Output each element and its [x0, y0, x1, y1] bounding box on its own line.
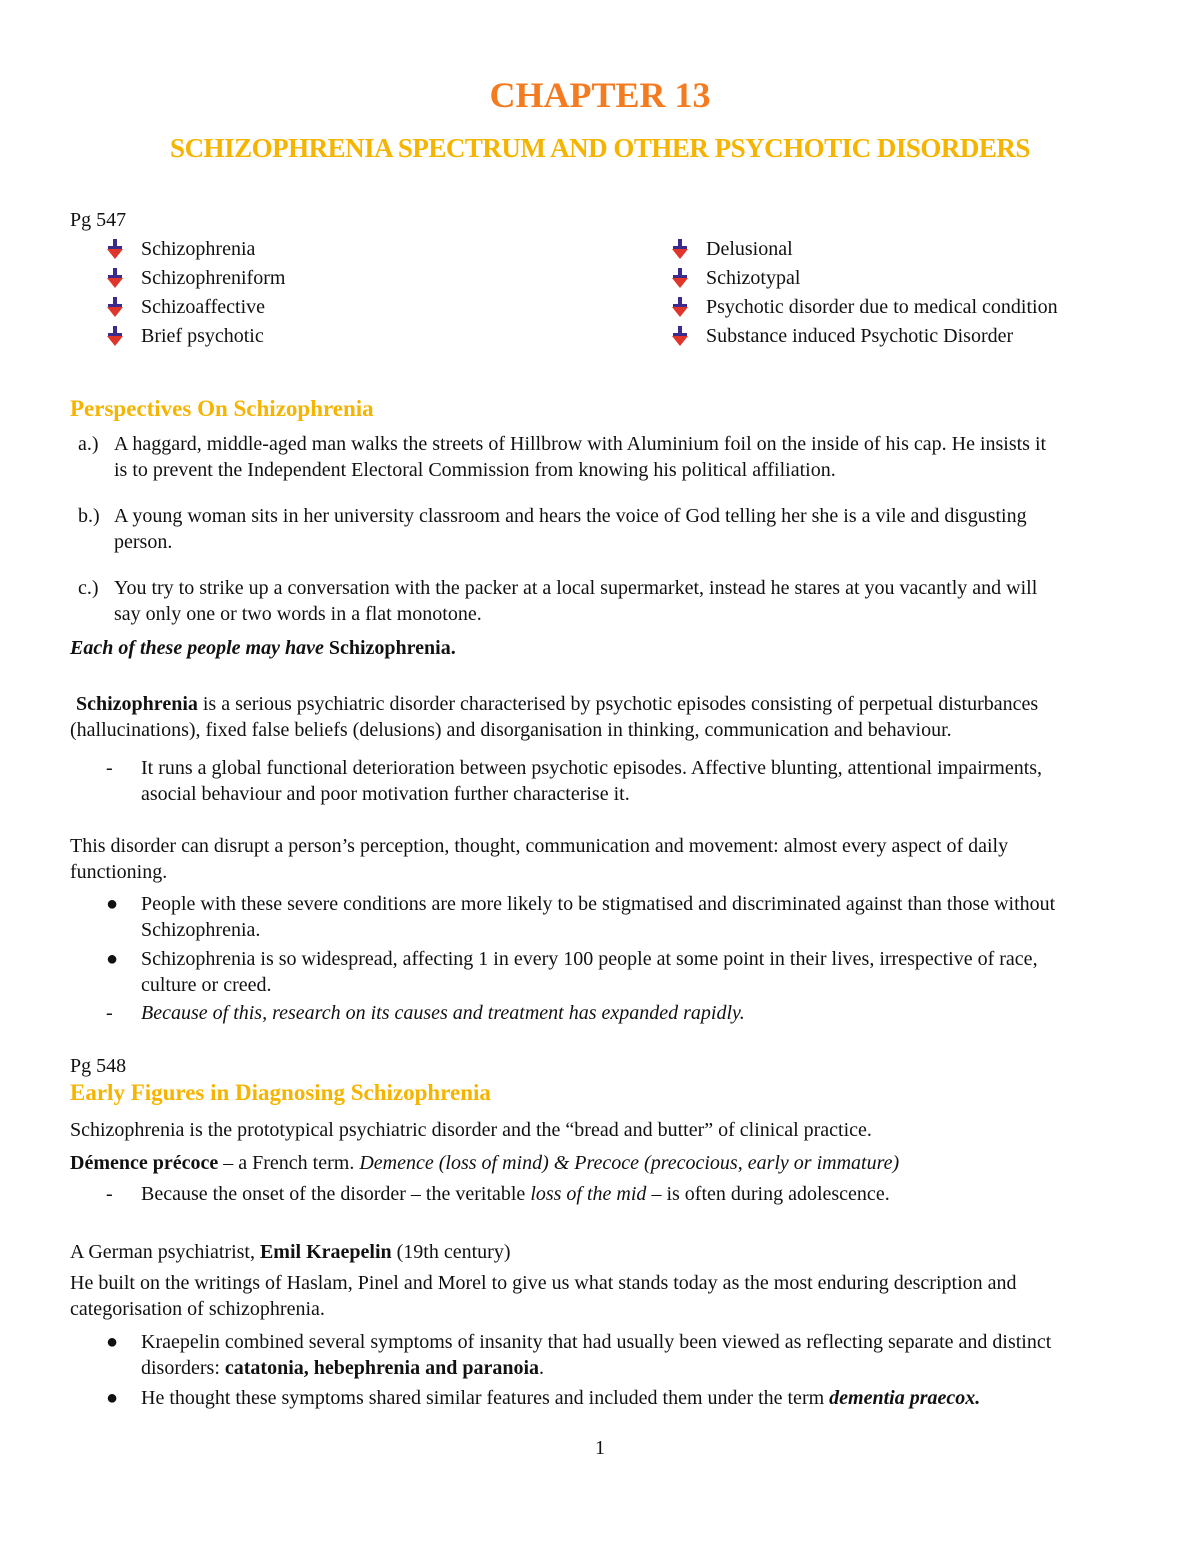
definition-term: Schizophrenia — [76, 693, 198, 715]
arrow-bullet-icon — [106, 238, 124, 260]
arrow-bullet-icon — [106, 296, 124, 318]
disruption-bullet2-line1: Schizophrenia is so widespread, affecting 1 in every 100 people at some point in their lives, irrespective of race, — [141, 948, 1038, 970]
chapter-subtitle: SCHIZOPHRENIA SPECTRUM AND OTHER PSYCHOTIC DISORDERS — [170, 133, 1030, 163]
section-heading-perspectives: Perspectives On Schizophrenia — [70, 396, 374, 421]
demence-dash-italic: loss of the mid — [530, 1183, 647, 1205]
case-b-line2: person. — [114, 531, 173, 553]
b1-line2-a: disorders: — [141, 1357, 225, 1379]
disruption-bullet2-line2: culture or creed. — [141, 974, 272, 996]
demence-dash-line — [141, 1181, 890, 1207]
early-intro: Schizophrenia is the prototypical psychiatric disorder and the “bread and butter” of clinical practice. — [70, 1119, 872, 1141]
built-line1: He built on the writings of Haslam, Pinel and Morel to give us what stands today as the most enduring description and — [70, 1272, 1017, 1294]
disorder-list-item: Schizophreniform — [141, 267, 286, 289]
kraepelin-a: A German psychiatrist, — [70, 1241, 260, 1263]
arrow-bullet-icon — [106, 325, 124, 347]
case-c-line2: say only one or two words in a flat monotone. — [114, 603, 482, 625]
b1-line2-b: . — [539, 1357, 545, 1379]
case-b-marker: b.) — [78, 505, 100, 527]
disruption-bullet1-line2: Schizophrenia. — [141, 919, 261, 941]
disruption-dash-italic: Because of this, research on its causes and treatment has expanded rapidly. — [141, 1002, 745, 1024]
disorder-list-item: Substance induced Psychotic Disorder — [706, 325, 1014, 347]
demence-dash-b: – is often during adolescence. — [646, 1183, 890, 1205]
arrow-bullet-icon — [671, 325, 689, 347]
demence-dash-marker: - — [106, 1183, 113, 1205]
case-c-line1: You try to strike up a conversation with the packer at a local supermarket, instead he stares at you vacantly and will — [114, 577, 1038, 599]
page-number: 1 — [595, 1437, 605, 1459]
disorder-list-item: Schizotypal — [706, 267, 801, 289]
demence-italic: Demence (loss of mind) & Precoce (precocious, early or immature) — [359, 1152, 900, 1174]
each-note — [70, 635, 456, 661]
kraepelin-name: Emil Kraepelin — [259, 1241, 392, 1263]
case-c-marker: c.) — [78, 577, 99, 599]
disorder-list-item: Schizophrenia — [141, 238, 256, 260]
demence-line — [70, 1150, 899, 1176]
arrow-bullet-icon — [106, 267, 124, 289]
disorder-list-item: Brief psychotic — [141, 325, 264, 347]
definition-line1-rest: is a serious psychiatric disorder characterised by psychotic episodes consisting of perpetual disturbances — [202, 693, 1039, 715]
b1-line2-bold: catatonia, hebephrenia and paranoia — [224, 1357, 540, 1379]
arrow-bullet-icon — [671, 296, 689, 318]
case-b-line1: A young woman sits in her university classroom and hears the voice of God telling her she is a vile and disgusting — [114, 505, 1027, 527]
kraepelin-b: (19th century) — [391, 1241, 511, 1263]
disruption-bullet1-line1: People with these severe conditions are more likely to be stigmatised and discriminated against than those without — [141, 893, 1056, 915]
each-note-italic: Each of these people may have — [70, 637, 324, 659]
kraepelin-bullet2 — [141, 1385, 980, 1411]
b2-a: He thought these symptoms shared similar features and included them under the term — [141, 1387, 830, 1409]
disruption-line2: functioning. — [70, 861, 168, 883]
each-note-bold: Schizophrenia. — [328, 637, 456, 659]
arrow-bullet-icon — [671, 238, 689, 260]
demence-mid: – a French term. — [218, 1152, 360, 1174]
definition-line1 — [76, 691, 1038, 717]
definition-dash-line2: asocial behaviour and poor motivation further characterise it. — [141, 783, 630, 805]
definition-dash-marker: - — [106, 757, 113, 779]
page-ref-547: Pg 547 — [70, 209, 127, 231]
demence-term: Démence précoce — [70, 1152, 219, 1174]
bullet-dot: ● — [106, 948, 119, 970]
chapter-title: CHAPTER 13 — [489, 75, 711, 115]
disruption-dash-marker: - — [106, 1002, 113, 1024]
demence-dash-a: Because the onset of the disorder – the veritable — [141, 1183, 531, 1205]
b2-bold-italic: dementia praecox. — [829, 1387, 981, 1409]
kraepelin-bullet1-line1: Kraepelin combined several symptoms of insanity that had usually been viewed as reflecting separate and distinct — [141, 1331, 1052, 1353]
disorder-list-item: Delusional — [706, 238, 793, 260]
page-ref-548: Pg 548 — [70, 1055, 127, 1077]
section-heading-early-figures: Early Figures in Diagnosing Schizophrenia — [70, 1080, 491, 1105]
case-a-line1: A haggard, middle-aged man walks the streets of Hillbrow with Aluminium foil on the inside of his cap. He insists it — [114, 433, 1047, 455]
case-a-marker: a.) — [78, 433, 99, 455]
built-line2: categorisation of schizophrenia. — [70, 1298, 325, 1320]
definition-line2: (hallucinations), fixed false beliefs (delusions) and disorganisation in thinking, communication and behaviour. — [70, 719, 952, 741]
disorder-list-item: Schizoaffective — [141, 296, 266, 318]
kraepelin-bullet1-line2 — [141, 1355, 544, 1381]
bullet-dot: ● — [106, 893, 119, 915]
bullet-dot: ● — [106, 1331, 119, 1353]
kraepelin-line — [70, 1239, 511, 1265]
arrow-bullet-icon — [671, 267, 689, 289]
disruption-line1: This disorder can disrupt a person’s perception, thought, communication and movement: almost every aspect of daily — [70, 835, 1009, 857]
bullet-dot: ● — [106, 1387, 119, 1409]
definition-dash-line1: It runs a global functional deterioration between psychotic episodes. Affective blunting, attentional impairments, — [141, 757, 1043, 779]
disorder-list-item: Psychotic disorder due to medical condition — [706, 296, 1058, 318]
case-a-line2: is to prevent the Independent Electoral Commission from knowing his political affiliation. — [114, 459, 836, 481]
